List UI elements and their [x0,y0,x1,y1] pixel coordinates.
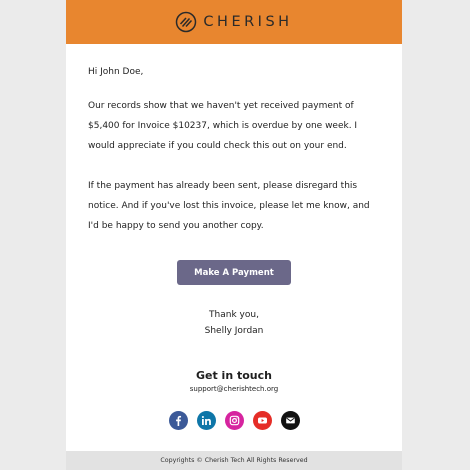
youtube-icon[interactable] [253,411,272,430]
footer [66,451,402,470]
instagram-icon[interactable] [225,411,244,430]
body-paragraph-1: Our records show that we haven't yet received payment of $5,400 for Invoice $10237, which is overdue by one week. I would appreciate if you could check this out on your end. [88,101,358,151]
brand-name: CHERISH [203,14,293,30]
sender-name: Shelly Jordan [204,326,264,336]
linkedin-icon[interactable] [197,411,216,430]
email-card [66,0,402,470]
facebook-icon[interactable] [169,411,188,430]
cherish-logo-icon [175,11,197,33]
contact-title: Get in touch [195,369,272,382]
make-payment-button[interactable]: Make A Payment [177,260,291,285]
email-body [66,62,402,236]
email-header [66,0,402,44]
contact-email-link[interactable]: support@cherishtech.org [189,385,279,393]
signoff-line: Thank you, [209,310,259,320]
signoff [66,307,402,339]
social-links [66,411,402,430]
copyright-text: Copyrights © Cherish Tech All Rights Reserved [160,457,308,464]
body-paragraph-2: If the payment has already been sent, please disregard this notice. And if you've lost this invoice, please let me know, and I'd be happy to send you another copy. [88,181,370,231]
email-icon[interactable] [281,411,300,430]
greeting: Hi John Doe, [88,67,144,77]
